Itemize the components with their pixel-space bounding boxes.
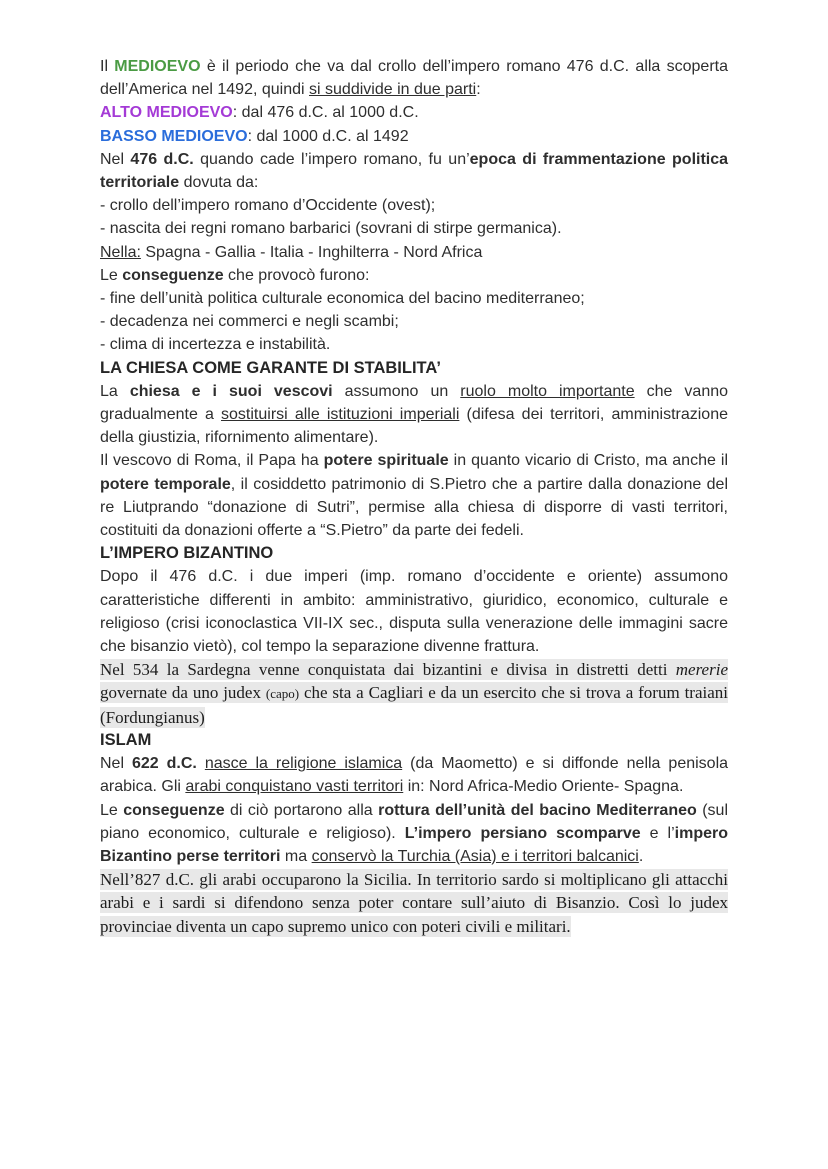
bizantino-paragraph <box>100 565 728 658</box>
text-run: Il <box>100 58 115 75</box>
text-run: - clima di incertezza e instabilità. <box>100 336 331 354</box>
text-run: : <box>476 81 481 99</box>
chiesa-paragraph <box>100 380 728 450</box>
impero-bizantino-heading: L’IMPERO BIZANTINO <box>100 544 274 563</box>
text-run: rottura dell’unità del bacino Mediterraneo <box>378 801 697 819</box>
islam-conseguenze-paragraph <box>100 799 728 869</box>
text-run: Dopo il 476 d.C. i due imperi (imp. romano d’occidente e oriente) assumono caratteristiche differenti in ambito: amministrativo, giuridico, economico, culturale e religioso (crisi iconoclastica VII-IX sec., disputa sulla venerazione delle immagini sacre che bisanzio vietò), col tempo la separazione divenne frattura. <box>100 568 728 656</box>
text-run: governate da uno judex <box>100 683 266 703</box>
text-run: - fine dell’unità politica culturale economica del bacino mediterraneo; <box>100 290 585 308</box>
vescovo-paragraph <box>100 449 728 542</box>
text-run: e l’ <box>640 824 675 842</box>
text-run: impero Bizantino perse territori <box>100 824 728 865</box>
text-run: che vanno gradualmente a <box>100 382 729 424</box>
text-run: conseguenze <box>123 801 225 819</box>
text-run: Nel <box>100 150 131 168</box>
text-run: ruolo molto importante <box>460 382 635 400</box>
text-run: (da Maometto) e si diffonde nella penisola arabica. Gli <box>100 755 729 796</box>
text-run: . <box>638 847 644 865</box>
text-run: arabi conquistano vasti territori <box>185 778 404 796</box>
text-run: si suddivide in due parti <box>309 81 477 99</box>
text-run: ma <box>280 847 312 865</box>
text-run: nasce la religione islamica <box>204 755 403 773</box>
intro-paragraph <box>100 55 728 148</box>
islam-paragraph <box>100 752 728 798</box>
text-run: mererie <box>675 660 728 680</box>
text-run: in: Nord Africa-Medio Oriente- Spagna. <box>403 778 684 796</box>
text-run: conservò la Turchia (Asia) e i territori balcanici <box>311 847 639 865</box>
highlighted-text <box>100 869 728 936</box>
text-run: MEDIOEVO <box>114 58 201 75</box>
text-run: in quanto vicario di Cristo, ma anche il <box>448 452 728 470</box>
text-run: potere temporale <box>100 475 231 493</box>
text-run: Nel <box>100 755 132 773</box>
text-run: assumono un <box>332 382 461 400</box>
text-run: Le <box>100 801 124 819</box>
text-run: : dal 476 d.C. al 1000 d.C. <box>232 104 419 122</box>
text-run: Il vescovo di Roma, il Papa ha <box>100 452 324 470</box>
text-run: che sta a Cagliari e da un esercito che si trova a forum traiani (Fordungianus) <box>100 683 728 727</box>
text-run: di ciò portarono alla <box>224 801 379 819</box>
text-run: L’impero persiano scomparve <box>404 824 641 842</box>
sicilia-highlight-paragraph <box>100 868 728 938</box>
text-run: Spagna - Gallia - Italia - Inghilterra - Nord Africa <box>140 243 483 261</box>
chiesa-heading: LA CHIESA COME GARANTE DI STABILITA’ <box>100 358 441 377</box>
text-run: - nascita dei regni romano barbarici (sovrani di stirpe germanica). <box>100 220 562 238</box>
text-run: che provocò furono: <box>223 266 370 284</box>
text-run: (capo) <box>265 686 300 702</box>
text-run: Nel 534 la Sardegna venne conquistata dai bizantini e divisa in distretti detti <box>100 660 676 680</box>
text-run: potere spirituale <box>323 452 449 470</box>
text-run: (difesa dei territori, amministrazione della giustizia, rifornimento alimentare). <box>100 406 728 447</box>
text-run <box>197 755 205 772</box>
text-run: - crollo dell’impero romano d’Occidente (ovest); <box>100 197 436 215</box>
text-run: dovuta da: <box>179 174 259 192</box>
text-run: Nell’827 d.C. gli arabi occuparono la Sicilia. In territorio sardo si moltiplicano gli attacchi arabi e i sardi si difendono senza poter contare sull’aiuto di Bisanzio. Così lo judex provinciae diventa un capo supremo unico con poteri civili e militari. <box>100 870 728 936</box>
text-run: Le <box>100 266 123 284</box>
text-run: epoca di frammentazione politica territoriale <box>100 150 729 192</box>
frammentazione-paragraph <box>100 148 728 264</box>
text-run: BASSO MEDIOEVO <box>100 127 248 145</box>
text-run: Nella: <box>100 243 141 261</box>
text-run: 622 d.C. <box>131 755 197 773</box>
text-run: (sul piano economico, culturale e religioso). <box>100 801 728 842</box>
sardegna-highlight-paragraph <box>100 658 728 729</box>
text-run: è il periodo che va dal crollo dell’impero romano 476 d.C. alla scoperta dell’America nel 1492, quindi <box>100 58 728 99</box>
text-run: , il cosiddetto patrimonio di S.Pietro che a partire dalla donazione del re Liutprando “donazione di Sutri”, permise alla chiesa di disporre di vasti territori, costituiti da donazioni offerte a “S.Pietro” da parte dei fedeli. <box>100 475 729 540</box>
text-run: ALTO MEDIOEVO <box>100 104 233 122</box>
islam-heading: ISLAM <box>100 730 152 749</box>
conseguenze-paragraph <box>100 264 728 357</box>
document-body <box>100 55 728 938</box>
text-run: La <box>100 382 130 400</box>
text-run: conseguenze <box>122 266 224 284</box>
text-run: sostituirsi alle istituzioni imperiali <box>221 406 460 424</box>
text-run: chiesa e i suoi vescovi <box>129 382 333 400</box>
text-run: quando cade l’impero romano, fu un’ <box>193 150 470 168</box>
text-run: - decadenza nei commerci e negli scambi; <box>100 313 399 331</box>
text-run: 476 d.C. <box>130 150 194 168</box>
text-run: : dal 1000 d.C. al 1492 <box>247 127 409 145</box>
highlighted-text <box>100 659 728 727</box>
